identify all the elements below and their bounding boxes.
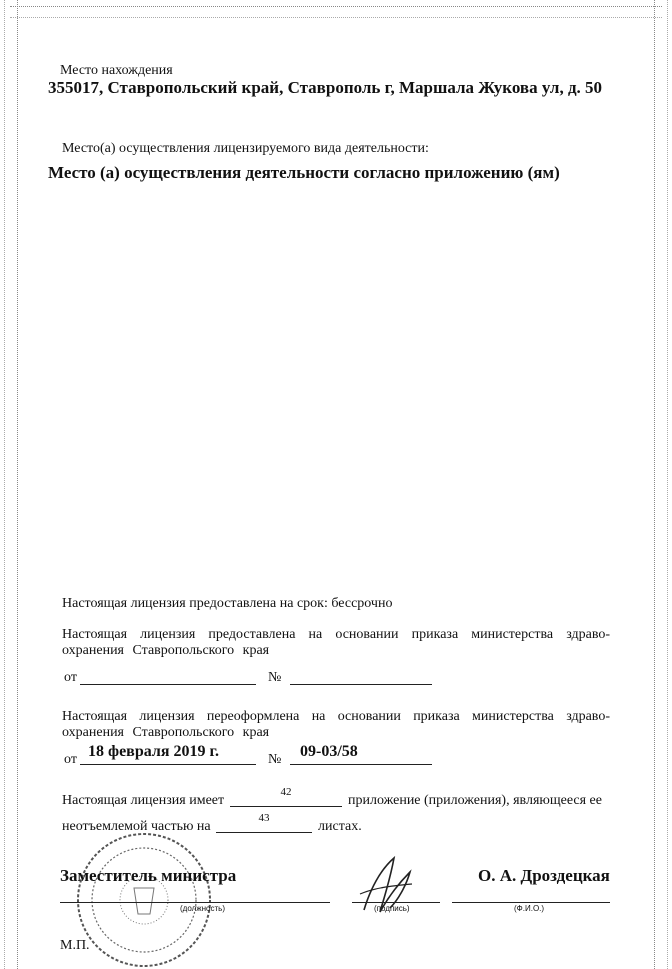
term-text: Настоящая лицензия предоставлена на срок: бессрочно [62,596,393,611]
reissue-date-line [80,764,256,765]
activity-value: Место (а) осуществления деятельности согласно приложению (ям) [48,163,560,182]
reissue-number: 09-03/58 [300,743,358,760]
left-ornament-border [4,0,18,969]
appendix-text2: приложение (приложения), являющееся ее [348,793,602,808]
reissue-date: 18 февраля 2019 г. [88,743,219,760]
right-ornament-border [654,0,668,969]
reissue-from-label: от [64,752,77,767]
basis-date-line [80,684,256,685]
name-caption: (Ф.И.О.) [514,904,545,913]
appendix-sheets: 43 [258,812,270,824]
stamp-place-label: М.П. [60,938,90,953]
appendix-text1: Настоящая лицензия имеет [62,793,225,808]
handwritten-signature [350,850,420,920]
basis-from-label: от [64,670,77,685]
official-seal [68,828,218,968]
position-caption: (должность) [180,904,225,913]
reissue-number-line [290,764,432,765]
appendix-count-line [230,806,342,807]
signer-name: О. А. Дроздецкая [478,866,610,885]
location-address: 355017, Ставропольский край, Ставрополь г, Маршала Жукова ул, д. 50 [48,78,603,97]
location-label: Место нахождения [60,63,173,78]
reissue-num-label: № [268,752,282,767]
top-ornament-border [10,6,662,18]
activity-label: Место(а) осуществления лицензируемого вида деятельности: [62,141,429,156]
appendix-text4: листах. [318,819,362,834]
signer-position: Заместитель министра [60,866,237,885]
basis-line1: Настоящая лицензия предоставлена на основании приказа министерства здраво- [62,627,610,642]
basis-number-line [290,684,432,685]
name-line [452,902,610,903]
basis-line2: охранения Ставропольского края [62,643,270,658]
appendix-count: 42 [280,786,292,798]
basis-num-label: № [268,670,282,685]
signature-caption: (подпись) [374,904,410,913]
appendix-text3: неотъемлемой частью на [62,819,211,834]
appendix-sheets-line [216,832,312,833]
reissue-line1: Настоящая лицензия переоформлена на основании приказа министерства здраво- [62,709,610,724]
position-line [60,902,330,903]
reissue-line2: охранения Ставропольского края [62,725,270,740]
